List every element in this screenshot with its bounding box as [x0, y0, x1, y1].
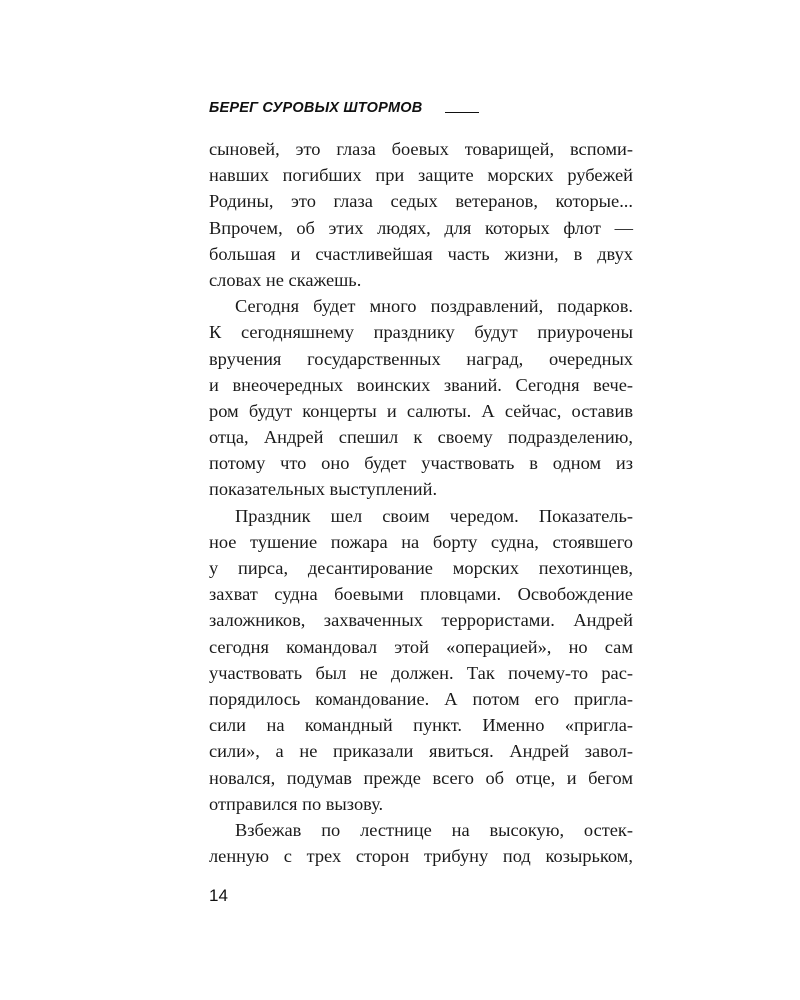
text-line: порядилось командование. А потом его пригла- [209, 688, 633, 709]
text-line: Взбежав по лестнице на высокую, остек- [235, 819, 633, 840]
text-line: навших погибших при защите морских рубежей [209, 165, 633, 186]
text-line: ленную с трех сторон трибуну под козырьком, [209, 846, 633, 867]
page-number: 14 [209, 886, 228, 905]
text-line: новался, подумав прежде всего об отце, и бегом [209, 767, 633, 788]
text-line: К сегодняшнему празднику будут приурочены [209, 322, 633, 343]
text-line: Праздник шел своим чередом. Показатель- [235, 505, 633, 526]
text-line: отправился по вызову. [209, 793, 384, 814]
running-head-title: БЕРЕГ СУРОВЫХ ШТОРМОВ [209, 100, 423, 116]
paragraph [209, 503, 633, 817]
text-line: сыновей, это глаза боевых товарищей, вспоми- [209, 139, 633, 159]
text-line: Родины, это глаза седых ветеранов, которые... [209, 191, 633, 212]
paragraph [209, 136, 633, 293]
text-line: потому что оно будет участвовать в одном из [209, 453, 633, 474]
text-line: ное тушение пожара на борту судна, стоявшего [209, 531, 633, 552]
text-line: большая и счастливейшая часть жизни, в двух [209, 243, 633, 264]
text-line: ром будут концерты и салюты. А сейчас, оставив [209, 400, 633, 421]
paragraph [209, 817, 633, 869]
text-line: сегодня командовал этой «операцией», но сам [209, 636, 633, 657]
text-line: Сегодня будет много поздравлений, подарков. [235, 296, 633, 317]
running-head [209, 98, 479, 118]
text-line: и внеочередных воинских званий. Сегодня вече- [209, 374, 633, 395]
body-text [209, 136, 633, 869]
text-line: сили на командный пункт. Именно «пригла- [209, 715, 633, 736]
text-line: показательных выступлений. [209, 479, 438, 500]
text-line: словах не скажешь. [209, 269, 362, 290]
text-line: у пирса, десантирование морских пехотинцев, [209, 558, 633, 578]
text-line: вручения государственных наград, очередных [209, 348, 633, 369]
text-line: Впрочем, об этих людях, для которых флот — [209, 217, 633, 238]
text-line: сили», а не приказали явиться. Андрей завол- [209, 741, 633, 762]
text-line: заложников, захваченных террористами. Андрей [209, 610, 633, 631]
text-line: захват судна боевыми пловцами. Освобождение [209, 584, 633, 605]
text-line: отца, Андрей спешил к своему подразделению, [209, 427, 633, 448]
text-line: участвовать был не должен. Так почему-то рас- [209, 662, 633, 683]
paragraph [209, 293, 633, 503]
running-head-rule [445, 112, 479, 113]
